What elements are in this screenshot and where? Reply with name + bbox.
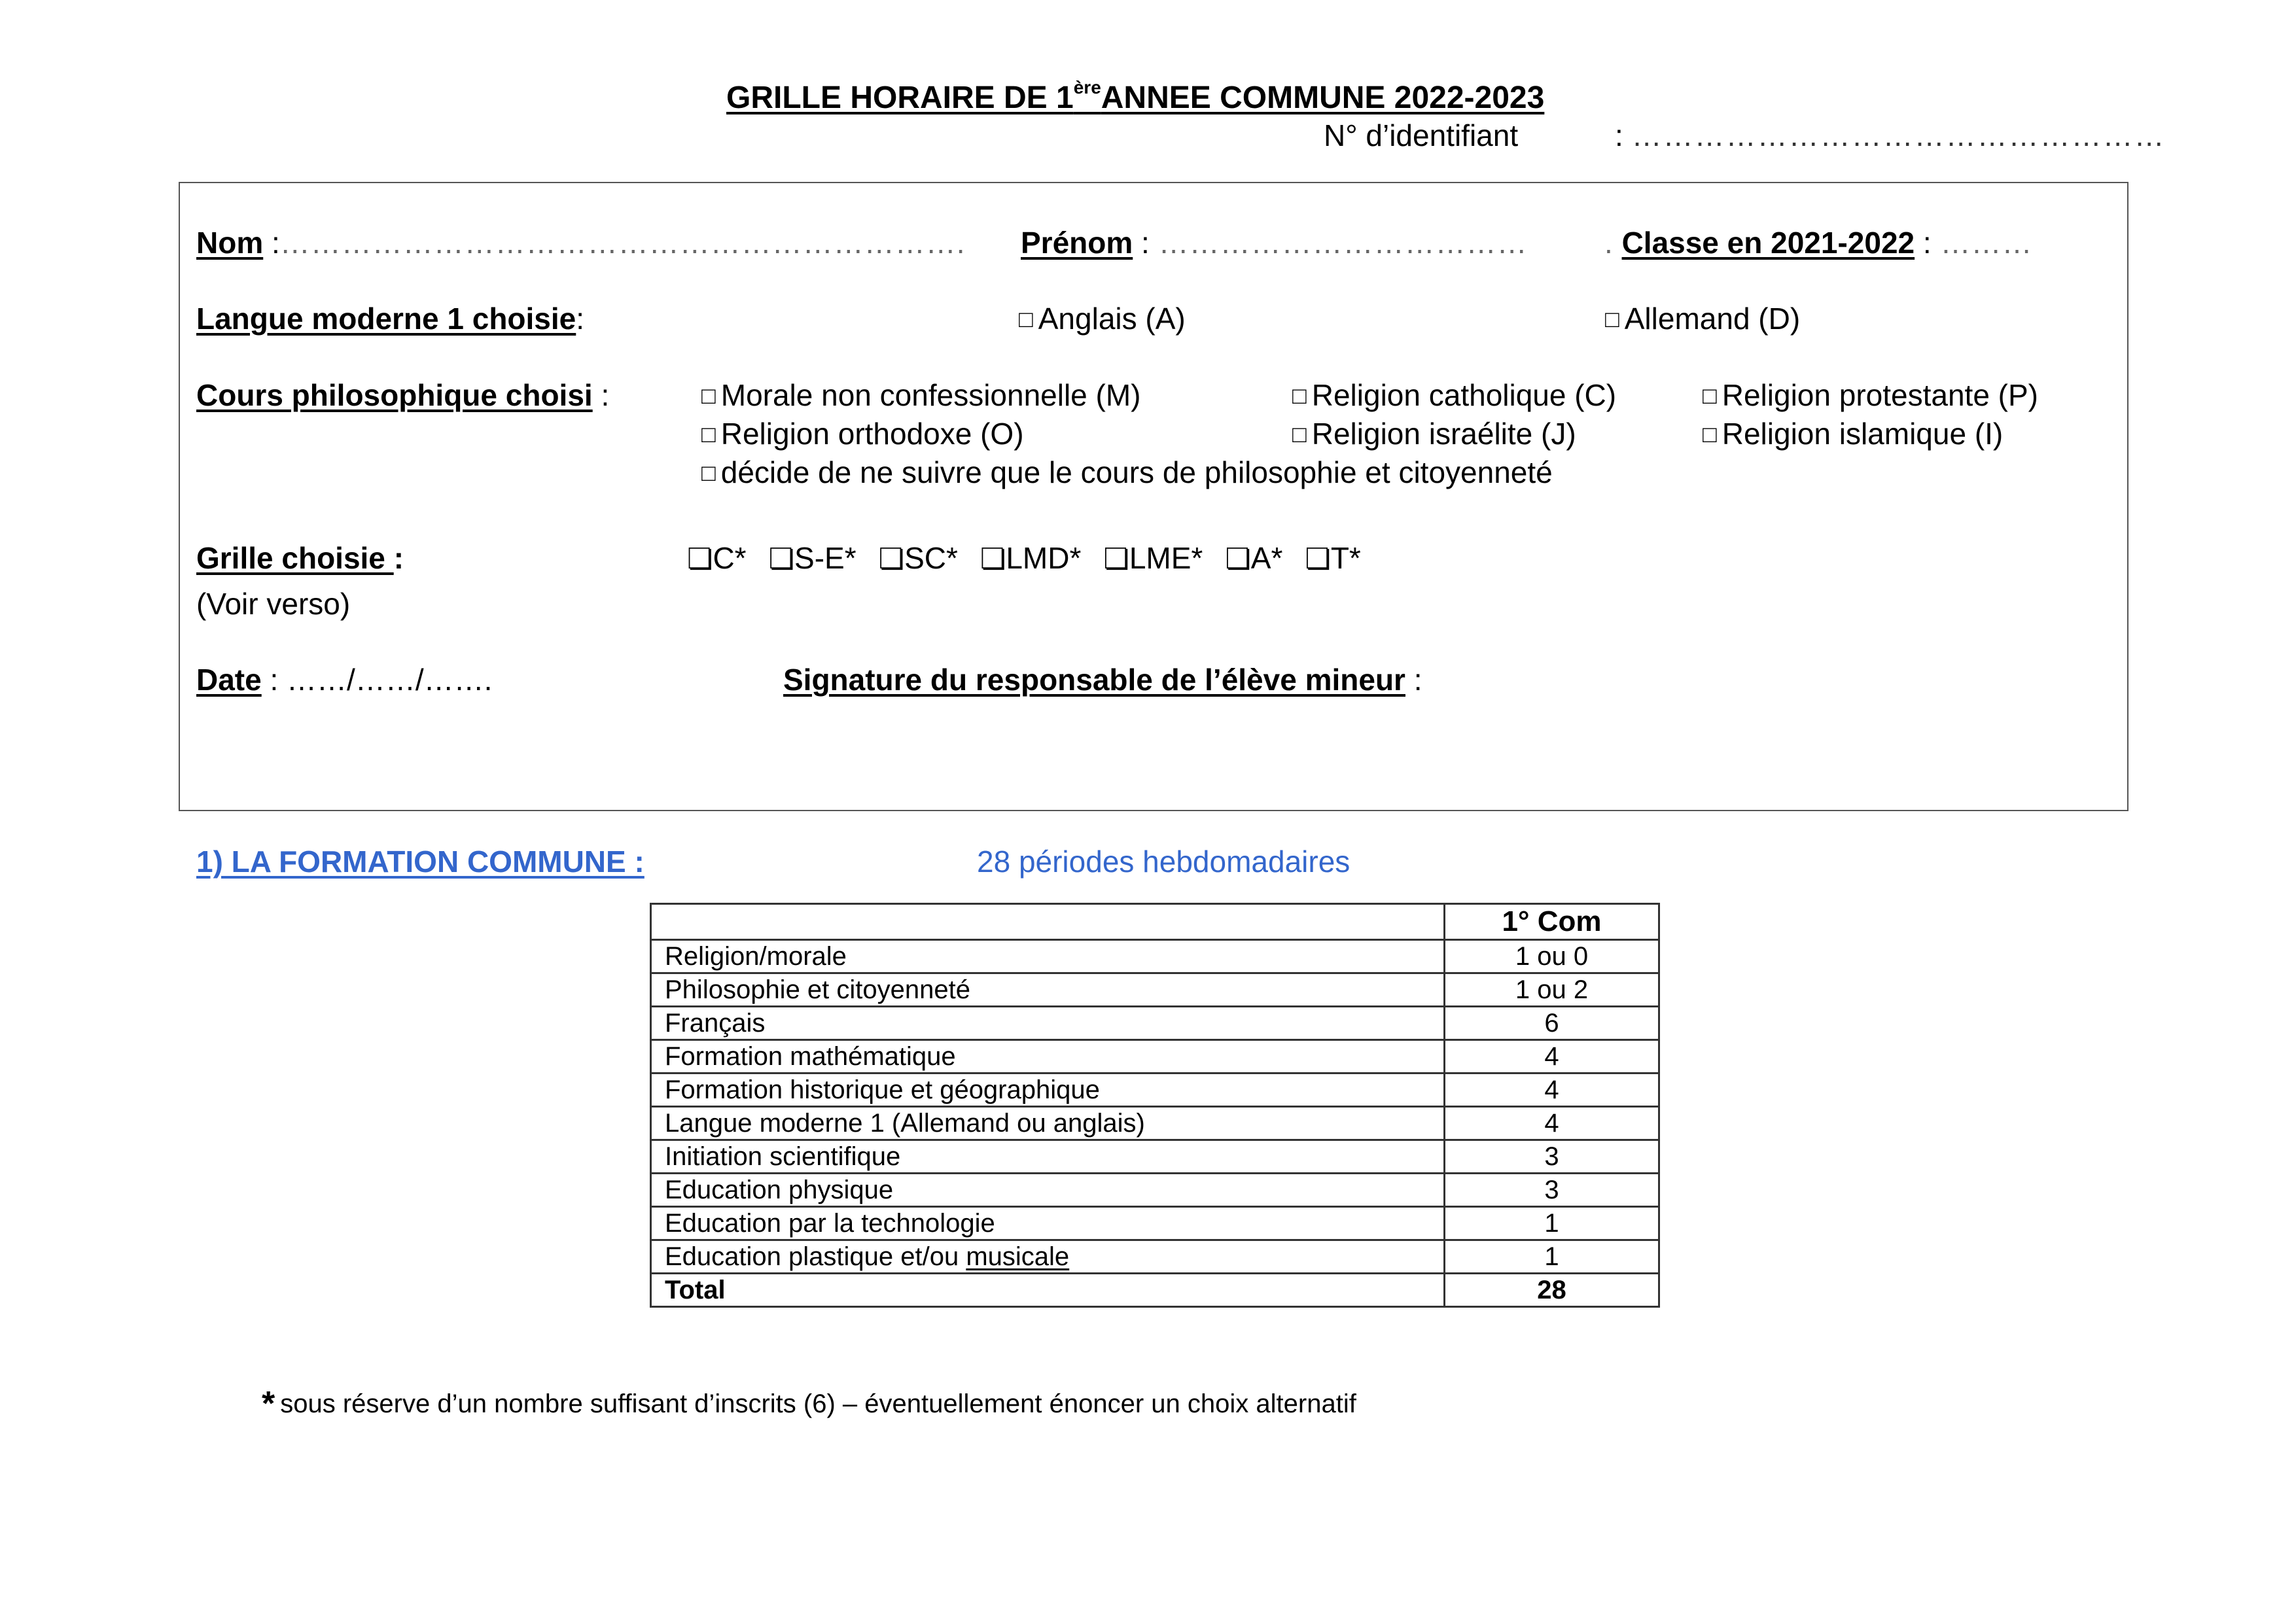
langue-option-allemand[interactable]: □ Allemand (D) [1605,302,1801,336]
prenom-label: Prénom [1021,226,1133,260]
formation-table [650,903,1660,1308]
table-row: Education par la technologie 1 [651,1207,1659,1240]
philo-option-morale[interactable]: □ Morale non confessionnelle (M) [701,378,1141,412]
id-label: N° d’identifiant [1324,118,1519,152]
nom-label: Nom [196,226,264,260]
classe-dot: . [1604,226,1614,260]
checkbox-icon[interactable]: □ [1292,382,1307,409]
langue-option-anglais[interactable]: □ Anglais (A) [1019,302,1186,336]
philo-colon: : [592,378,610,412]
classe-field[interactable]: ……… [1931,226,2033,260]
page-title: GRILLE HORAIRE DE 1èreANNEE COMMUNE 2022-2023 [726,77,1545,115]
checkbox-icon[interactable]: ❏ [878,543,905,575]
id-field[interactable] [1615,118,2166,153]
grille-option-lmd[interactable]: ❏LMD* [980,541,1082,575]
total-value: 28 [1445,1274,1659,1307]
grille-option-lme[interactable]: ❏LME* [1103,541,1203,575]
checkbox-icon[interactable]: ❏ [1103,543,1129,575]
langue-colon: : [576,302,585,336]
table-row: Formation mathématique 4 [651,1040,1659,1073]
date-label: Date [196,663,262,697]
signature-colon: : [1405,663,1422,697]
grille-row [196,540,404,576]
philo-option-islamique[interactable]: □ Religion islamique (I) [1703,417,2004,451]
total-label: Total [651,1274,1445,1307]
table-row: Religion/morale 1 ou 0 [651,940,1659,973]
langue-label: Langue moderne 1 choisie [196,302,576,336]
checkbox-icon[interactable]: □ [701,382,716,409]
grille-option-a[interactable]: ❏A* [1225,541,1283,575]
grille-option-c[interactable]: ❏C* [687,541,747,575]
prenom-colon: : [1133,226,1150,260]
signature-row [783,662,1422,697]
checkbox-icon[interactable]: ❏ [1225,543,1251,575]
table-row: Langue moderne 1 (Allemand ou anglais) 4 [651,1107,1659,1140]
prenom-field[interactable]: ……………………………… [1149,226,1528,260]
classe-label: Classe en 2021-2022 [1621,226,1915,260]
grille-option-sc[interactable]: ❏SC* [878,541,958,575]
section-periods: 28 périodes hebdomadaires [977,845,1351,879]
checkbox-icon[interactable]: □ [1703,421,1717,447]
checkbox-icon[interactable]: □ [1605,305,1619,332]
table-row: Formation historique et géographique 4 [651,1073,1659,1107]
grille-note: (Voir verso) [196,587,351,621]
table-row: Initiation scientifique 3 [651,1140,1659,1174]
table-header-row [651,904,1659,940]
table-header-empty [651,904,1445,940]
checkbox-icon[interactable]: ❏ [768,543,795,575]
classe-colon: : [1915,226,1932,260]
table-row: Education physique 3 [651,1174,1659,1207]
footnote-star: * [262,1385,275,1423]
checkbox-icon[interactable]: ❏ [980,543,1006,575]
id-colon: : [1615,118,1623,152]
table-row: Education plastique et/ou musicale 1 [651,1240,1659,1274]
table-row: Philosophie et citoyenneté 1 ou 2 [651,973,1659,1007]
prenom-row [1021,225,1528,260]
table-cell-plastique: Education plastique et/ou musicale [651,1240,1445,1274]
checkbox-icon[interactable]: □ [701,421,716,447]
philo-option-citoyennete[interactable]: □ décide de ne suivre que le cours de philosophie et citoyenneté [701,455,1553,489]
checkbox-icon[interactable]: □ [1703,382,1717,409]
philo-option-protestante[interactable]: □ Religion protestante (P) [1703,378,2038,412]
signature-label: Signature du responsable de l’élève mineur [783,663,1405,697]
grille-option-se[interactable]: ❏S-E* [768,541,857,575]
philo-option-orthodoxe[interactable]: □ Religion orthodoxe (O) [701,417,1024,451]
philo-option-catholique[interactable]: □ Religion catholique (C) [1292,378,1617,412]
table-total-row [651,1274,1659,1307]
student-info-frame [179,182,2128,811]
checkbox-icon[interactable]: ❏ [687,543,713,575]
classe-row [1604,225,2032,260]
footnote [262,1382,1356,1421]
table-header-com: 1° Com [1445,904,1659,940]
checkbox-icon[interactable]: □ [1292,421,1307,447]
philo-label: Cours philosophique choisi [196,378,593,412]
id-dots: …………………………………………… [1631,118,2166,152]
philo-option-israelite[interactable]: □ Religion israélite (J) [1292,417,1576,451]
grille-label: Grille choisie [196,541,394,575]
section-heading: 1) LA FORMATION COMMUNE : [196,845,645,879]
table-row: Français 6 [651,1007,1659,1040]
nom-row [196,225,966,260]
grille-option-t[interactable]: ❏T* [1305,541,1361,575]
footnote-text: sous réserve d’un nombre suffisant d’inscrits (6) – éventuellement énoncer un choix alternatif [280,1389,1356,1418]
checkbox-icon[interactable]: □ [1019,305,1033,332]
nom-colon: : [263,226,280,260]
grille-options [687,540,1383,576]
checkbox-icon[interactable]: □ [701,459,716,486]
grille-colon: : [393,541,404,575]
date-row [196,662,492,697]
philo-row [196,377,609,413]
date-field[interactable]: : ……/……/……. [261,663,493,697]
checkbox-icon[interactable]: ❏ [1305,543,1331,575]
nom-field[interactable]: …………………………………………………………. [279,226,966,260]
langue-row [196,301,584,336]
